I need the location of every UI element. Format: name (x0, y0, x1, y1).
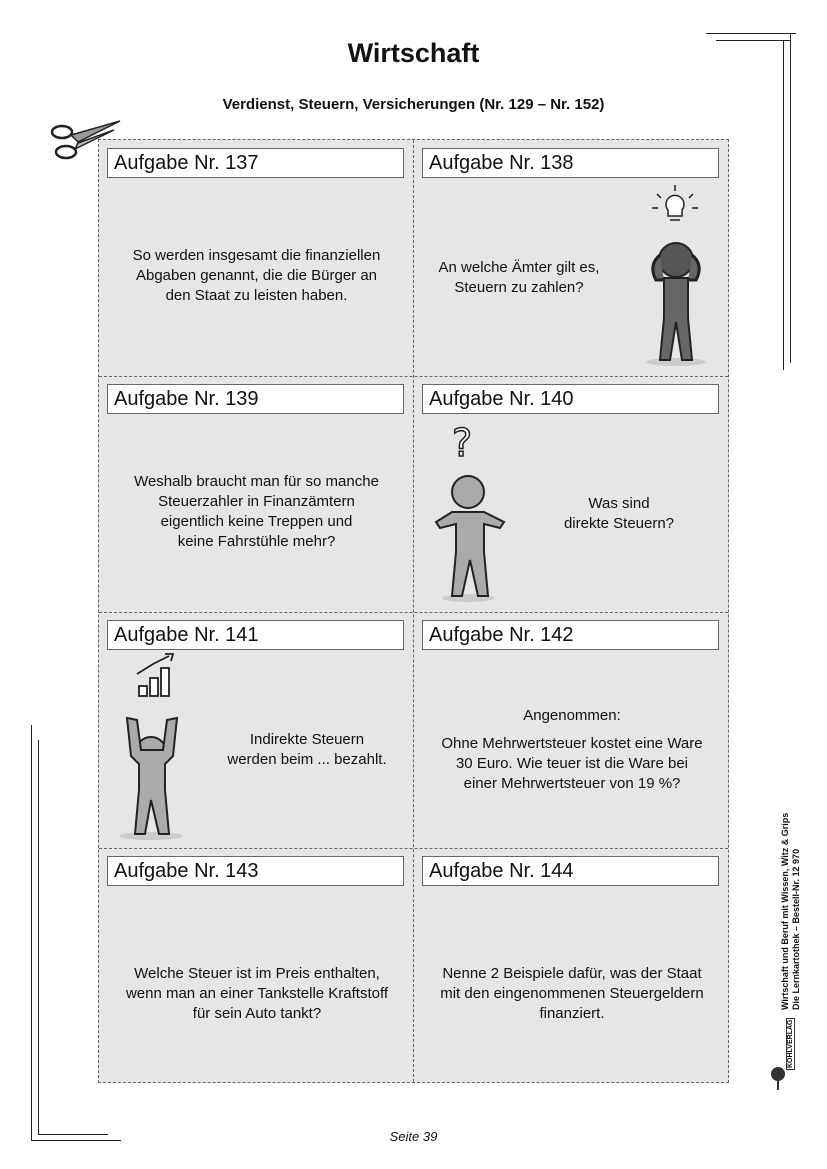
side-publisher-info: Wirtschaft und Beruf mit Wissen, Witz & Grips Die Lernkartothek – Bestell-Nr. 12 970 (780, 812, 801, 1010)
page-number: Seite 39 (389, 1129, 438, 1144)
card-144 (414, 848, 729, 1084)
card-140 (414, 376, 729, 612)
card-text: So werden insgesamt die finanziellen Abgaben genannt, die die Bürger an den Staat zu leisten haben. (132, 247, 381, 304)
card-title: Aufgabe Nr. 137 (107, 148, 404, 178)
page-subtitle: Verdienst, Steuern, Versicherungen (Nr. 129 – Nr. 152) (222, 96, 605, 113)
card-title: Aufgabe Nr. 140 (422, 384, 719, 414)
questioning-figure-icon (422, 420, 512, 606)
frame-left-vert (31, 725, 32, 1141)
card-title: Aufgabe Nr. 144 (422, 856, 719, 886)
thinking-figure-lightbulb-icon (632, 180, 722, 370)
card-title: Aufgabe Nr. 138 (422, 148, 719, 178)
card-text: Nenne 2 Beispiele dafür, was der Staat mit den eingenommenen Steuergeldern finanziert. (440, 965, 704, 1022)
card-title: Aufgabe Nr. 143 (107, 856, 404, 886)
card-text: Indirekte Steuern werden beim ... bezahlt. (227, 731, 387, 768)
card-grid (98, 139, 729, 1083)
cheering-figure-growth-chart-icon (113, 652, 203, 842)
card-title: Aufgabe Nr. 142 (422, 620, 719, 650)
card-text: Was sind direkte Steuern? (563, 495, 675, 532)
card-text: Angenommen: Ohne Mehrwertsteuer kostet eine Ware 30 Euro. Wie teuer ist die Ware bei einer Mehrwertsteuer von 19 %? (441, 707, 703, 792)
frame-right-vert (790, 33, 791, 363)
svg-text:?: ? (452, 421, 473, 465)
page-title: Wirtschaft (347, 38, 480, 68)
card-text: An welche Ämter gilt es, Steuern zu zahlen? (438, 259, 600, 296)
card-title: Aufgabe Nr. 139 (107, 384, 404, 414)
card-title: Aufgabe Nr. 141 (107, 620, 404, 650)
card-137 (99, 140, 414, 376)
tree-logo-icon (770, 1066, 786, 1092)
card-143 (99, 848, 414, 1084)
card-142 (414, 612, 729, 848)
card-text: Weshalb braucht man für so manche Steuerzahler in Finanzämtern eigentlich keine Treppen und keine Fahrstühle mehr? (134, 473, 379, 550)
card-139 (99, 376, 414, 612)
card-138 (414, 140, 729, 376)
frame-right-vert-2 (783, 40, 784, 370)
frame-left-vert-2 (38, 740, 39, 1135)
frame-top-right (706, 33, 796, 34)
publisher-logo: KOHLVERLAG (787, 1019, 794, 1068)
card-text: Welche Steuer ist im Preis enthalten, wenn man an einer Tankstelle Kraftstoff für sein Auto tankt? (125, 965, 389, 1022)
card-141 (99, 612, 414, 848)
